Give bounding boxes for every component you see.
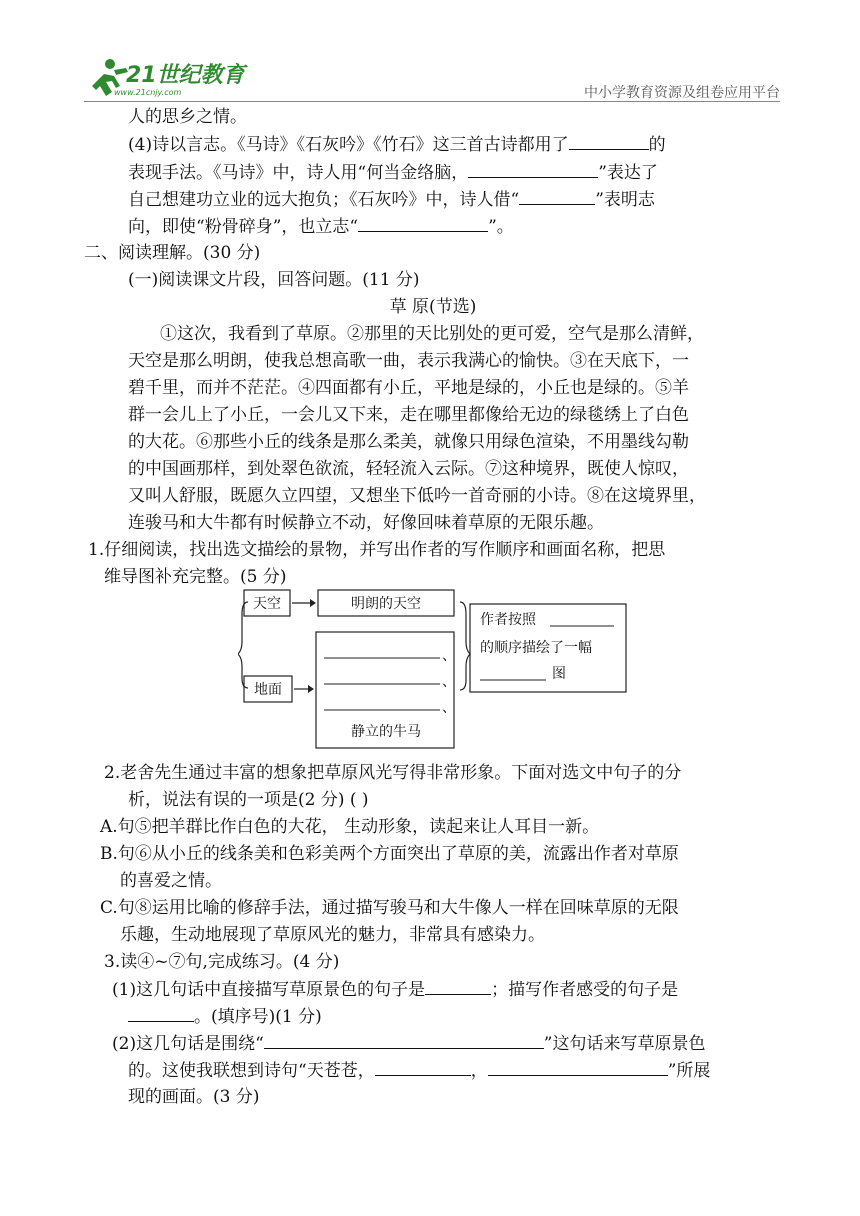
question-1-line-1: 1.仔细阅读，找出选文描绘的景物，并写出作者的写作顺序和画面名称，把思	[88, 540, 666, 560]
passage-line: ①这次，我看到了草原。②那里的天比别处的更可爱，空气是那么清鲜，	[160, 324, 704, 344]
label-author-1: 作者按照	[480, 612, 536, 628]
answer-blank[interactable]	[128, 1003, 194, 1022]
arrow-icon	[310, 599, 316, 607]
passage-line: 的大花。⑥那些小丘的线条是那么柔美，就像只用绿色渲染，不用墨线勾勒	[128, 432, 689, 452]
question-2-line-2: 析，说法有误的一项是(2 分) ( )	[128, 790, 369, 810]
label-still-animals: 静立的牛马	[351, 724, 421, 740]
q4-line-3: 自己想建功立业的远大抱负；《石灰吟》中，诗人借“ ”表明志	[128, 186, 655, 213]
label-author-2: 的顺序描绘了一幅	[480, 640, 592, 656]
svg-text:、: 、	[442, 674, 456, 690]
answer-blank[interactable]	[569, 131, 649, 150]
question-3-heading: 3.读④~⑦句,完成练习。(4 分)	[104, 952, 340, 972]
question-3-1-line-1: (1)这几句话中直接描写草原景色的句子是 ；描写作者感受的句子是	[112, 976, 678, 1003]
arrow-icon	[308, 685, 314, 693]
q4-continuation: 人的思乡之情。	[128, 107, 247, 127]
part-1-heading: (一)阅读课文片段，回答问题。(11 分)	[128, 270, 420, 290]
answer-blank[interactable]	[358, 213, 488, 232]
answer-blank[interactable]	[375, 1057, 471, 1076]
mind-map	[238, 584, 630, 752]
answer-blank[interactable]	[519, 186, 595, 205]
q4-line-1: (4)诗以言志。《马诗》《石灰吟》《竹石》这三首古诗都用了 的	[128, 131, 666, 158]
option-a[interactable]: A.句⑤把羊群比作白色的大花， 生动形象，读起来让人耳目一新。	[100, 817, 600, 837]
option-b-line-2: 的喜爱之情。	[120, 871, 222, 891]
label-bright-sky: 明朗的天空	[351, 596, 421, 612]
passage-line: 又叫人舒服，既愿久立四望，又想坐下低吟一首奇丽的小诗。⑧在这境界里，	[128, 486, 706, 506]
question-1-line-2: 维导图补充完整。(5 分)	[104, 567, 287, 587]
page-header	[0, 0, 860, 110]
label-ground: 地面	[254, 682, 282, 698]
answer-blank[interactable]	[425, 976, 491, 995]
answer-blank[interactable]	[488, 1057, 668, 1076]
answer-blank[interactable]	[468, 159, 598, 178]
logo-url: www.21cnjy.com	[114, 88, 182, 97]
question-3-2-line-1: (2)这几句话是围绕“ ”这句话来写草原景色	[112, 1030, 705, 1057]
option-b-line-1[interactable]: B.句⑥从小丘的线条美和色彩美两个方面突出了草原的美，流露出作者对草原	[100, 844, 679, 864]
label-author-3: 图	[552, 666, 566, 682]
passage-title: 草 原(节选)	[389, 297, 477, 317]
brace-right	[460, 602, 470, 690]
passage-line: 的中国画那样，到处翠色欲流，轻轻流入云际。⑦这种境界，既使人惊叹，	[128, 459, 689, 479]
question-3-2-line-2: 的。这使我联想到诗句“天苍苍， ， ”所展	[128, 1057, 710, 1084]
passage-line: 连骏马和大牛都有时候静立不动，好像回味着草原的无限乐趣。	[128, 513, 604, 533]
passage-line: 碧千里，而并不茫茫。④四面都有小丘，平地是绿的，小丘也是绿的。⑤羊	[128, 378, 689, 398]
platform-name: 中小学教育资源及组卷应用平台	[584, 85, 780, 101]
label-sky: 天空	[253, 596, 281, 612]
section-2-heading: 二、阅读理解。(30 分)	[84, 243, 261, 263]
question-3-1-line-2: 。(填序号)(1 分)	[128, 1003, 322, 1030]
logo-text: 21世纪教育	[126, 63, 245, 88]
passage-line: 天空是那么明朗，使我总想高歌一曲，表示我满心的愉快。③在天底下，一	[128, 351, 689, 371]
option-c-line-2: 乐趣，生动地展现了草原风光的魅力，非常具有感染力。	[120, 925, 545, 945]
q4-line-2: 表现手法。《马诗》中，诗人用“何当金络脑， ”表达了	[128, 159, 658, 186]
svg-text:、: 、	[442, 700, 456, 716]
q4-line-4: 向，即使“粉骨碎身”，也立志“ ”。	[128, 213, 514, 240]
passage-line: 群一会儿上了小丘，一会儿又下来，走在哪里都像给无边的绿毯绣上了白色	[128, 405, 689, 425]
header-divider	[84, 101, 780, 102]
option-c-line-1[interactable]: C.句⑧运用比喻的修辞手法，通过描写骏马和大牛像人一样在回味草原的无限	[100, 898, 679, 918]
brace-left	[238, 602, 248, 688]
svg-text:、: 、	[442, 648, 456, 664]
answer-blank[interactable]	[264, 1030, 544, 1049]
question-3-2-line-3: 现的画面。(3 分)	[128, 1087, 260, 1107]
question-2-line-1: 2.老舍先生通过丰富的想象把草原风光写得非常形象。下面对选文中句子的分	[104, 763, 682, 783]
